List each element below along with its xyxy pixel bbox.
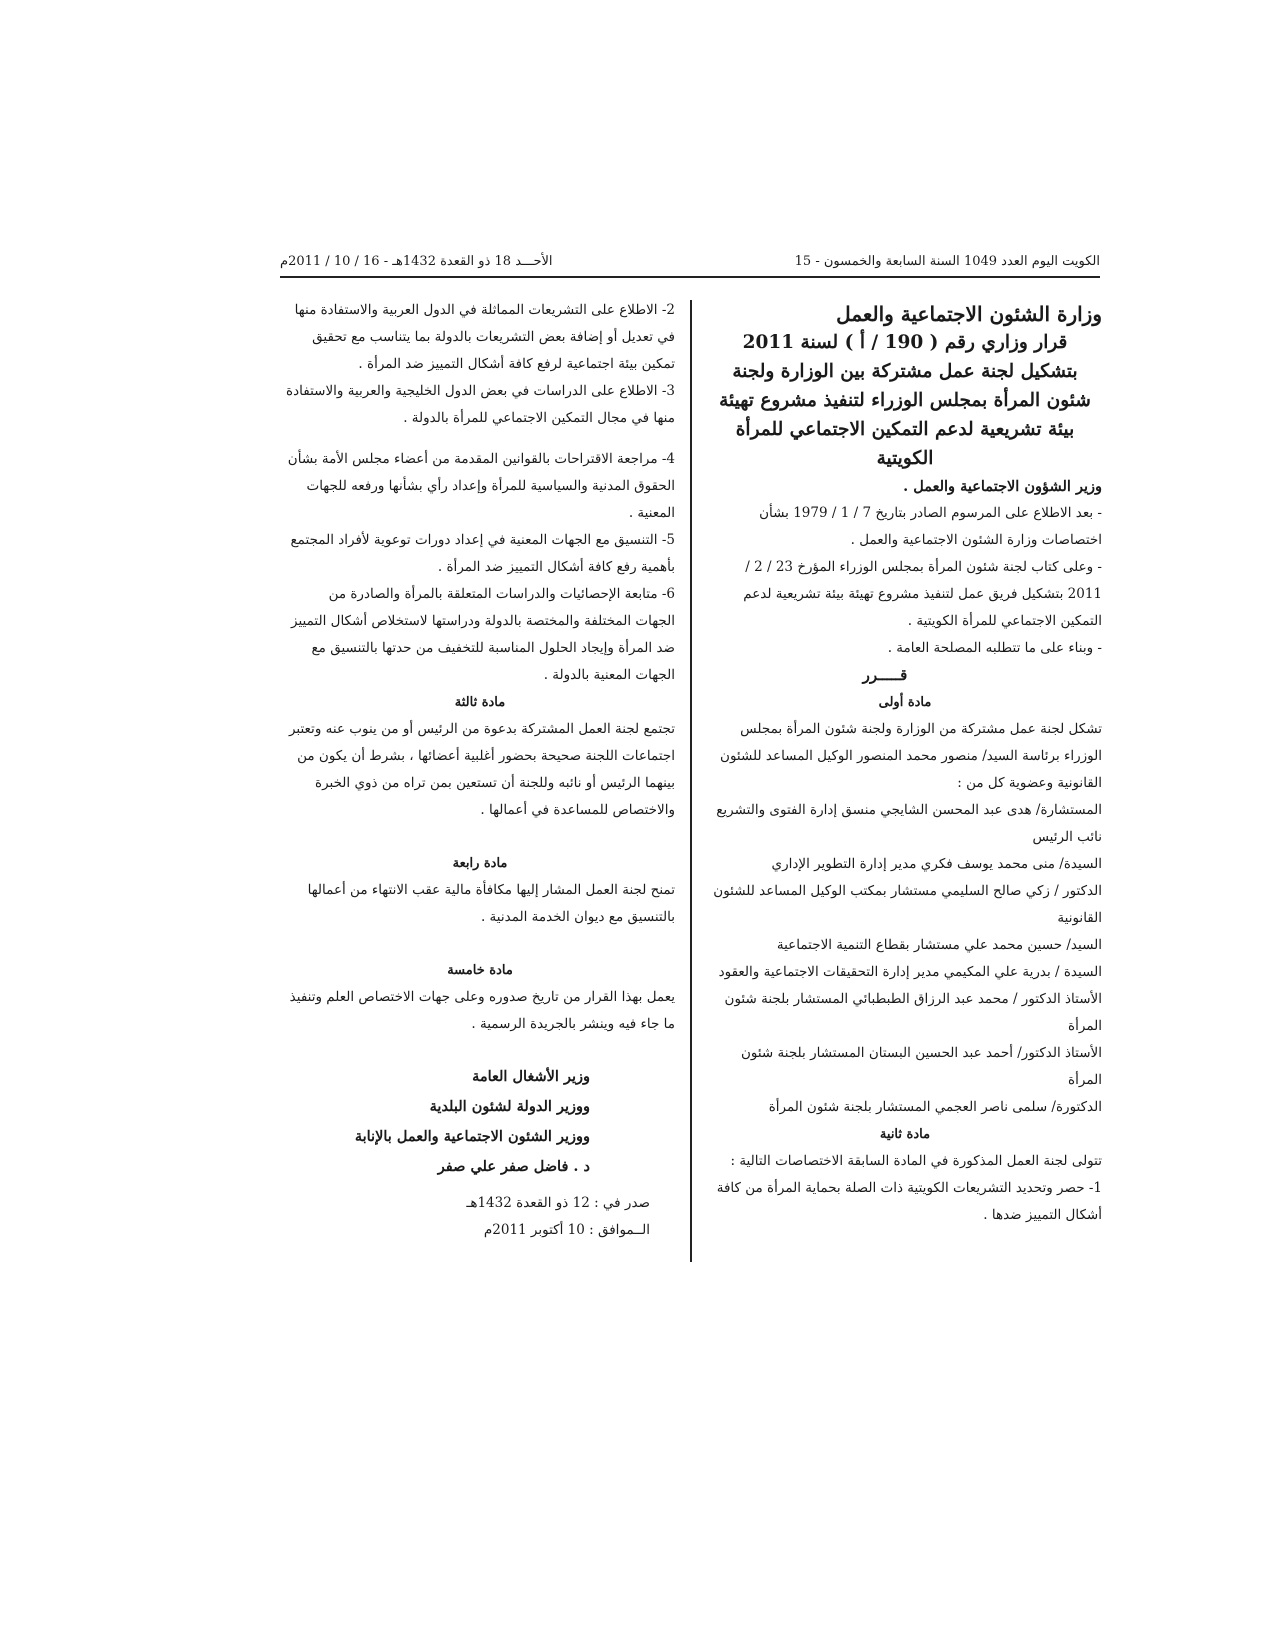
spacer: [285, 824, 675, 850]
article-2-item: 5- التنسيق مع الجهات المعنية في إعداد دورات توعوية لأفراد المجتمع بأهمية رفع كافة أشكال التمييز ضد المرأة .: [290, 532, 675, 575]
page-header: [280, 252, 1100, 276]
signature-line: ووزير الدولة لشئون البلدية: [429, 1098, 590, 1115]
member-entry: الأستاذ الدكتور/ أحمد عبد الحسين البستان المستشار بلجنة شئون المرأة: [740, 1045, 1102, 1088]
ministry-title: وزارة الشئون الاجتماعية والعمل: [836, 302, 1102, 326]
issue-date-block: [450, 1190, 650, 1244]
decision-title-line: شئون المرأة بمجلس الوزراء لتنفيذ مشروع تهيئة: [719, 390, 1091, 411]
member-entry: السيدة / بدرية علي المكيمي مدير إدارة التحقيقات الاجتماعية والعقود: [718, 964, 1102, 980]
article-2-item: 1- حصر وتحديد التشريعات الكويتية ذات الصلة بحماية المرأة من كافة أشكال التمييز ضدها .: [716, 1180, 1102, 1223]
member-entry: الأستاذ الدكتور / محمد عبد الرزاق الطبطبائي المستشار بلجنة شئون المرأة: [724, 991, 1102, 1034]
article-1-title: مادة أولى: [878, 695, 932, 710]
preamble-paragraph: - وعلى كتاب لجنة شئون المرأة بمجلس الوزراء المؤرخ 23 / 2 / 2011 بتشكيل فريق عمل لتنفيذ مشروع تهيئة بيئة تشريعية لدعم التمكين الاجتماعي للمرأة الكويتية .: [743, 559, 1102, 629]
preamble-paragraph: - وبناء على ما تتطلبه المصلحة العامة .: [887, 640, 1102, 656]
article-3-title: مادة ثالثة: [454, 695, 506, 710]
preamble-paragraph: - بعد الاطلاع على المرسوم الصادر بتاريخ 7 / 1 / 1979 بشأن اختصاصات وزارة الشئون الاجتماعية والعمل .: [759, 505, 1102, 548]
member-entry: السيدة/ منى محمد يوسف فكري مدير إدارة التطوير الإداري: [771, 856, 1102, 872]
decision-title-line: الكويتية: [876, 448, 934, 469]
header-rule: [280, 276, 1100, 278]
decision-title-line: قرار وزاري رقم ( 190 / أ ) لسنة 2011: [742, 332, 1068, 353]
issued-gregorian-date: الــموافق : 10 أكتوبر 2011م: [483, 1222, 650, 1238]
spacer: [285, 432, 675, 446]
spacer: [285, 931, 675, 957]
member-entry: الدكتور / زكي صالح السليمي مستشار بمكتب الوكيل المساعد للشئون القانونية: [713, 883, 1102, 926]
decision-title-line: بتشكيل لجنة عمل مشتركة بين الوزارة ولجنة: [732, 361, 1078, 382]
article-2-item: 4- مراجعة الاقتراحات بالقوانين المقدمة من أعضاء مجلس الأمة بشأن الحقوق المدنية والسياسية للمرأة وإعداد رأي بشأنها ورفعه للجهات المعنية .: [287, 451, 675, 521]
article-2-item: 6- متابعة الإحصائيات والدراسات المتعلقة بالمرأة والصادرة من الجهات المختلفة والمختصة بالدولة ودراستها لاستخلاص أشكال التمييز ضد المرأة وإيجاد الحلول المناسبة للتخفيف من حدتها بالتنسيق مع الجهات المعنية بالدولة .: [291, 586, 675, 683]
article-2-item: 3- الاطلاع على الدراسات في بعض الدول الخليجية والعربية والاستفادة منها في مجال التمكين الاجتماعي للمرأة بالدولة .: [286, 383, 675, 426]
signatory-name: د . فاضل صفر علي صفر: [437, 1158, 590, 1175]
article-2-text: تتولى لجنة العمل المذكورة في المادة السابقة الاختصاصات التالية :: [730, 1153, 1102, 1169]
article-2-item: 2- الاطلاع على التشريعات المماثلة في الدول العربية والاستفادة منها في تعديل أو إضافة بعض التشريعات بالدولة بما يتناسب مع تحقيق تمكين بيئة اجتماعية لرفع كافة أشكال التمييز ضد المرأة .: [294, 302, 675, 372]
right-column: [708, 300, 1102, 1229]
column-divider: [690, 300, 692, 1262]
header-issue-info: الكويت اليوم العدد 1049 السنة السابعة والخمسون - 15: [794, 254, 1100, 269]
signature-block: [300, 1062, 590, 1182]
member-entry: الدكتورة/ سلمى ناصر العجمي المستشار بلجنة شئون المرأة: [768, 1099, 1102, 1115]
article-3-text: تجتمع لجنة العمل المشتركة بدعوة من الرئيس أو من ينوب عنه وتعتبر اجتماعات اللجنة صحيحة بحضور أغلبية أعضائها ، بشرط أن يكون من بينهما الرئيس أو نائبه وللجنة أن تستعين بمن تراه من ذوي الخبرة والاختصاص للمساعدة في أعمالها .: [288, 721, 675, 818]
header-date: الأحـــد 18 ذو القعدة 1432هـ - 16 / 10 / 2011م: [280, 254, 553, 269]
article-4-title: مادة رابعة: [452, 856, 508, 871]
left-column: [285, 297, 675, 1038]
article-1-text: تشكل لجنة عمل مشتركة من الوزارة ولجنة شئون المرأة بمجلس الوزراء برئاسة السيد/ منصور محمد المنصور الوكيل المساعد للشئون القانونية وعضوية كل من :: [720, 721, 1102, 791]
signature-line: ووزير الشئون الاجتماعية والعمل بالإنابة: [354, 1128, 590, 1145]
decreed-heading: قـــــرر: [862, 666, 908, 684]
member-entry: السيد/ حسين محمد علي مستشار بقطاع التنمية الاجتماعية: [776, 937, 1102, 953]
minister-heading: وزير الشؤون الاجتماعية والعمل .: [903, 478, 1102, 495]
article-2-title: مادة ثانية: [879, 1127, 931, 1142]
article-5-text: يعمل بهذا القرار من تاريخ صدوره وعلى جهات الاختصاص العلم وتنفيذ ما جاء فيه وينشر بالجريدة الرسمية .: [289, 989, 675, 1032]
article-5-title: مادة خامسة: [447, 963, 513, 978]
article-4-text: تمنح لجنة العمل المشار إليها مكافأة مالية عقب الانتهاء من أعمالها بالتنسيق مع ديوان الخدمة المدنية .: [307, 882, 675, 925]
member-entry: المستشارة/ هدى عبد المحسن الشايجي منسق إدارة الفتوى والتشريع نائب الرئيس: [716, 802, 1102, 845]
decision-title-line: بيئة تشريعية لدعم التمكين الاجتماعي للمرأة: [735, 419, 1075, 440]
issued-hijri-date: صدر في : 12 ذو القعدة 1432هـ: [466, 1195, 650, 1211]
signature-line: وزير الأشغال العامة: [472, 1068, 590, 1085]
